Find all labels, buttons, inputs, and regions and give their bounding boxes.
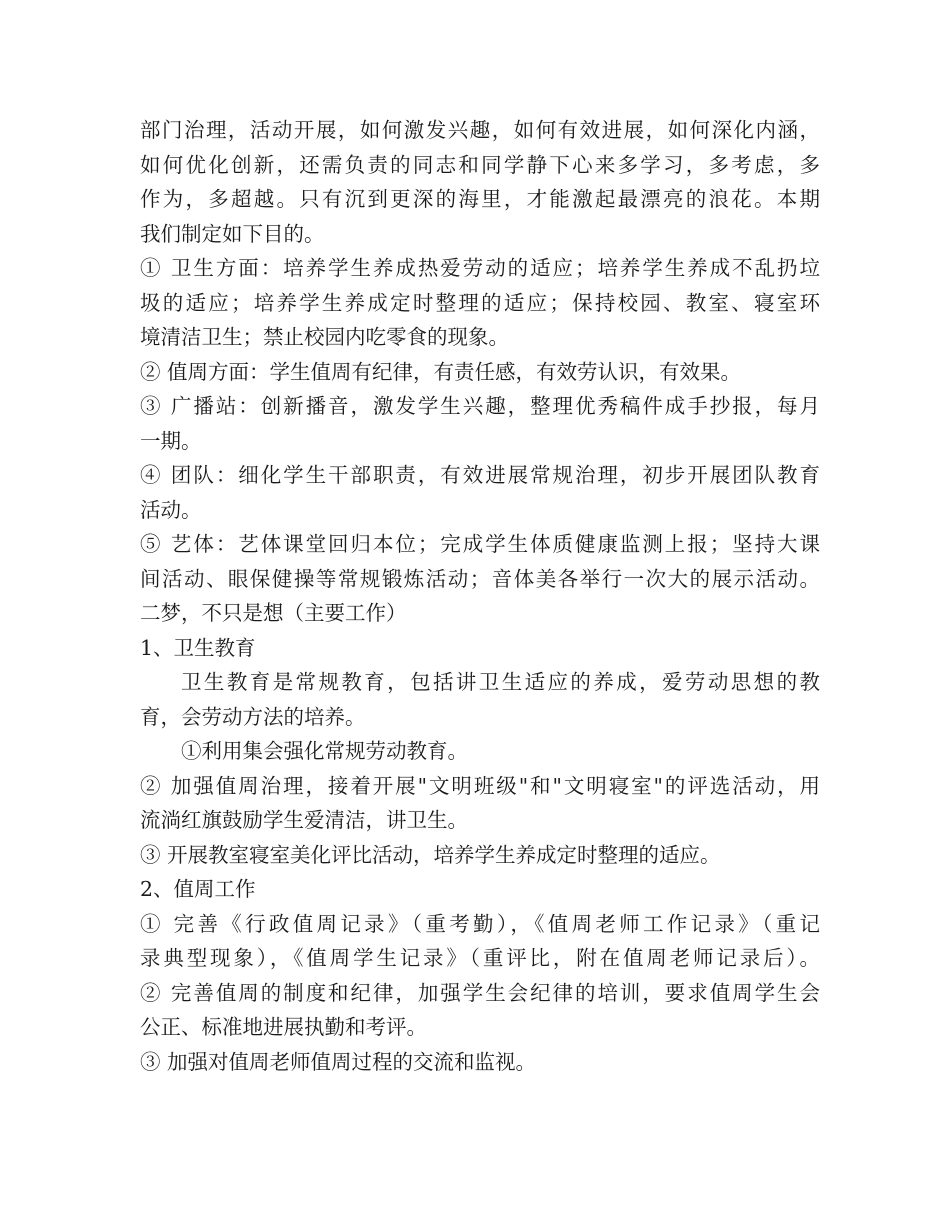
document-body [140, 113, 820, 1079]
text-line: 如何优化创新，还需负责的同志和同学静下心来多学习，多考虑，多 [140, 152, 820, 177]
text-line: ② 值周方面：学生值周有纪律，有责任感，有效劳认识，有效果。 [140, 359, 742, 384]
text-line: 卫生教育是常规教育，包括讲卫生适应的养成，爱劳动思想的教 [181, 670, 820, 694]
text-line: 间活动、眼保健操等常规锻炼活动；音体美各举行一次大的展示活动。 [140, 566, 820, 591]
text-line: ⑤ 艺体：艺体课堂回归本位；完成学生体质健康监测上报；坚持大课 [140, 532, 820, 556]
text-line: 育，会劳动方法的培养。 [140, 704, 366, 729]
text-line: 流淌红旗鼓励学生爱清洁，讲卫生。 [140, 808, 468, 832]
text-line: 部门治理，活动开展，如何激发兴趣，如何有效进展，如何深化内涵， [140, 118, 820, 142]
text-line: ① 卫生方面：培养学生养成热爱劳动的适应；培养学生养成不乱扔垃 [140, 256, 820, 280]
text-line: ② 加强值周治理，接着开展"文明班级"和"文明寝室"的评选活动，用 [140, 773, 820, 798]
text-line: ② 完善值周的制度和纪律，加强学生会纪律的培训，要求值周学生会 [140, 980, 820, 1005]
text-line: 录典型现象），《值周学生记录》（重评比，附在值周老师记录后）。 [140, 946, 820, 970]
text-line: 一期。 [140, 428, 202, 453]
text-line: 二梦，不只是想（主要工作） [140, 601, 407, 625]
text-line: ③ 加强对值周老师值周过程的交流和监视。 [140, 1049, 537, 1074]
text-line: ①利用集会强化常规劳动教育。 [181, 739, 468, 763]
text-line: ③ 开展教室寝室美化评比活动，培养学生养成定时整理的适应。 [140, 842, 721, 867]
text-line: ④ 团队：细化学生干部职责，有效进展常规治理，初步开展团队教育 [140, 463, 820, 487]
text-line: 2、值周工作 [140, 877, 256, 901]
text-line: 圾的适应；培养学生养成定时整理的适应；保持校园、教室、寝室环 [140, 290, 820, 315]
text-line: 公正、标准地进展执勤和考评。 [140, 1015, 427, 1039]
text-line: ① 完善《行政值周记录》（重考勤），《值周老师工作记录》（重记 [140, 911, 820, 936]
text-line: 活动。 [140, 497, 202, 522]
text-line: 境清洁卫生；禁止校园内吃零食的现象。 [140, 325, 509, 349]
text-line: 我们制定如下目的。 [140, 221, 325, 246]
text-line: 作为，多超越。只有沉到更深的海里，才能激起最漂亮的浪花。本期 [140, 187, 820, 211]
text-line: 1、卫生教育 [140, 635, 256, 660]
text-line: ③ 广播站：创新播音，激发学生兴趣，整理优秀稿件成手抄报，每月 [140, 394, 820, 418]
